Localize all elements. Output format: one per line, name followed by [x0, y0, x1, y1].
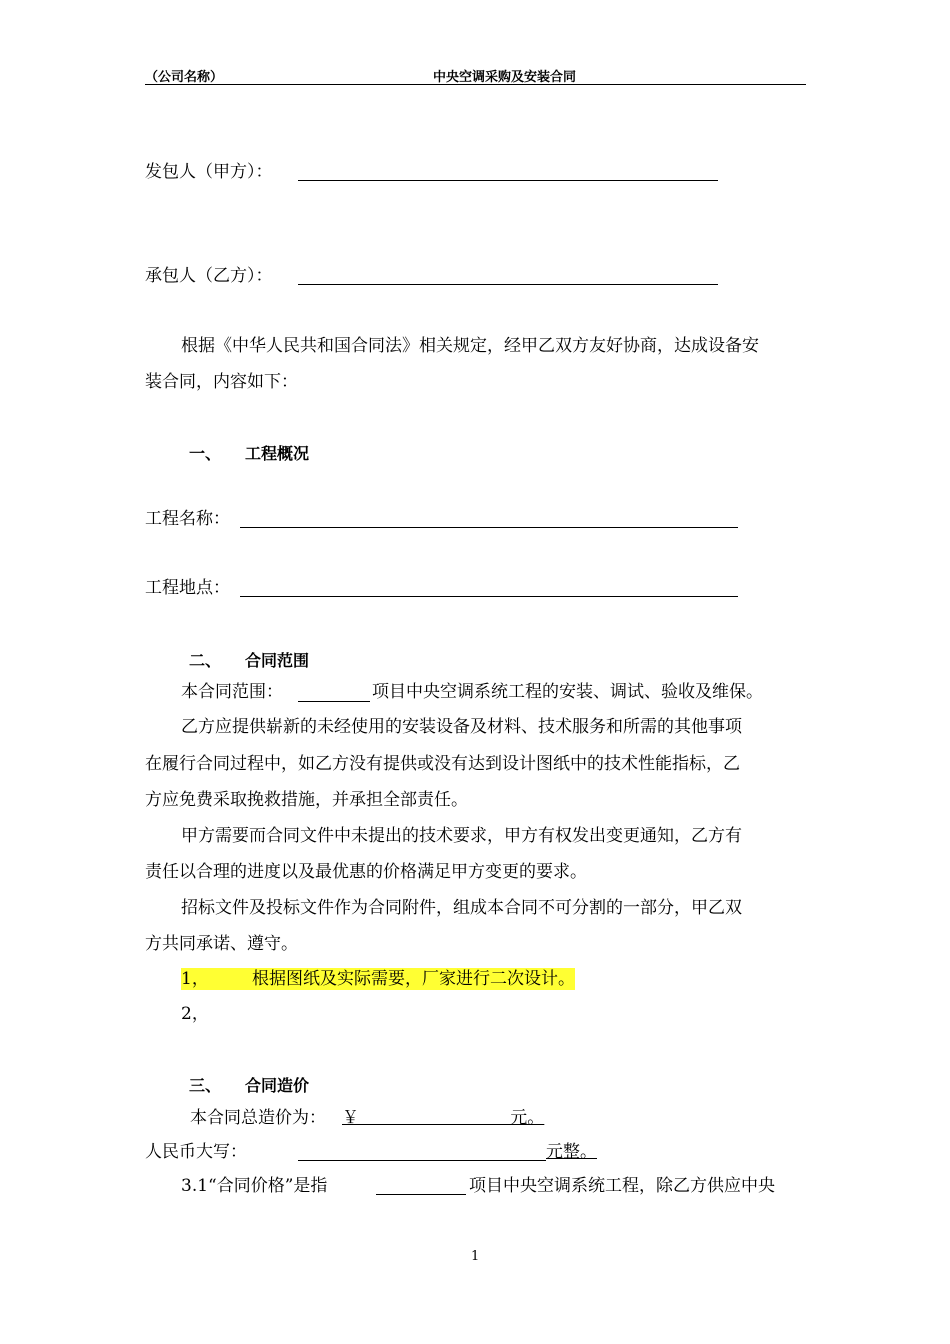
section-2-title: 合同范围	[245, 651, 310, 670]
project-site-label: 工程地点：	[145, 578, 230, 598]
para4-line-1: 招标文件及投标文件作为合同附件，组成本合同不可分割的一部分，甲乙双	[181, 898, 742, 918]
intro-line-2: 装合同，内容如下：	[145, 372, 298, 392]
para2-line-1: 乙方应提供崭新的未经使用的安装设备及材料、技术服务和所需的其他事项	[181, 717, 742, 737]
total-price-value: ￥ 元。	[342, 1108, 545, 1128]
intro-line-1: 根据《中华人民共和国合同法》相关规定，经甲乙双方友好协商，达成设备安	[181, 336, 759, 356]
project-site-fill-line	[240, 596, 738, 597]
list-item-1-highlighted: 1， 根据图纸及实际需要，厂家进行二次设计。	[181, 969, 576, 989]
section-3-title: 合同造价	[245, 1076, 310, 1095]
scope-fill-line	[298, 701, 370, 702]
section-2-number: 二、	[189, 651, 222, 670]
para2-line-3: 方应免费采取挽救措施，并承担全部责任。	[145, 790, 468, 810]
employer-label: 发包人（甲方）：	[145, 162, 273, 182]
clause-3-1-fill-line	[376, 1194, 466, 1195]
para3-line-1: 甲方需要而合同文件中未提出的技术要求，甲方有权发出变更通知，乙方有	[181, 826, 742, 846]
para3-line-2: 责任以合理的进度以及最优惠的价格满足甲方变更的要求。	[145, 862, 587, 882]
contractor-label: 承包人（乙方）：	[145, 266, 273, 286]
company-name: （公司名称）	[145, 70, 224, 85]
para2-line-2: 在履行合同过程中，如乙方没有提供或没有达到设计图纸中的技术性能指标，乙	[145, 754, 740, 774]
header-divider	[145, 84, 806, 85]
section-1-number: 一、	[189, 444, 222, 463]
clause-3-1-suffix: 项目中央空调系统工程，除乙方供应中央	[469, 1176, 775, 1196]
scope-prefix: 本合同范围：	[181, 682, 283, 702]
list-item-2: 2，	[181, 1004, 209, 1024]
contractor-fill-line	[298, 284, 718, 285]
rmb-capital-suffix: 元整。	[546, 1142, 597, 1162]
project-name-label: 工程名称：	[145, 509, 230, 529]
rmb-capital-fill-line	[298, 1160, 546, 1161]
page-number: 1	[471, 1249, 480, 1264]
rmb-capital-label: 人民币大写：	[145, 1142, 247, 1162]
employer-fill-line	[298, 180, 718, 181]
section-1-title: 工程概况	[245, 444, 310, 463]
project-name-fill-line	[240, 527, 738, 528]
scope-suffix: 项目中央空调系统工程的安装、调试、验收及维保。	[372, 682, 763, 702]
document-title: 中央空调采购及安装合同	[433, 70, 577, 85]
total-price-label: 本合同总造价为：	[190, 1108, 326, 1128]
section-3-number: 三、	[189, 1076, 222, 1095]
clause-3-1-prefix: 3.1“合同价格”是指	[181, 1176, 328, 1196]
para4-line-2: 方共同承诺、遵守。	[145, 934, 298, 954]
